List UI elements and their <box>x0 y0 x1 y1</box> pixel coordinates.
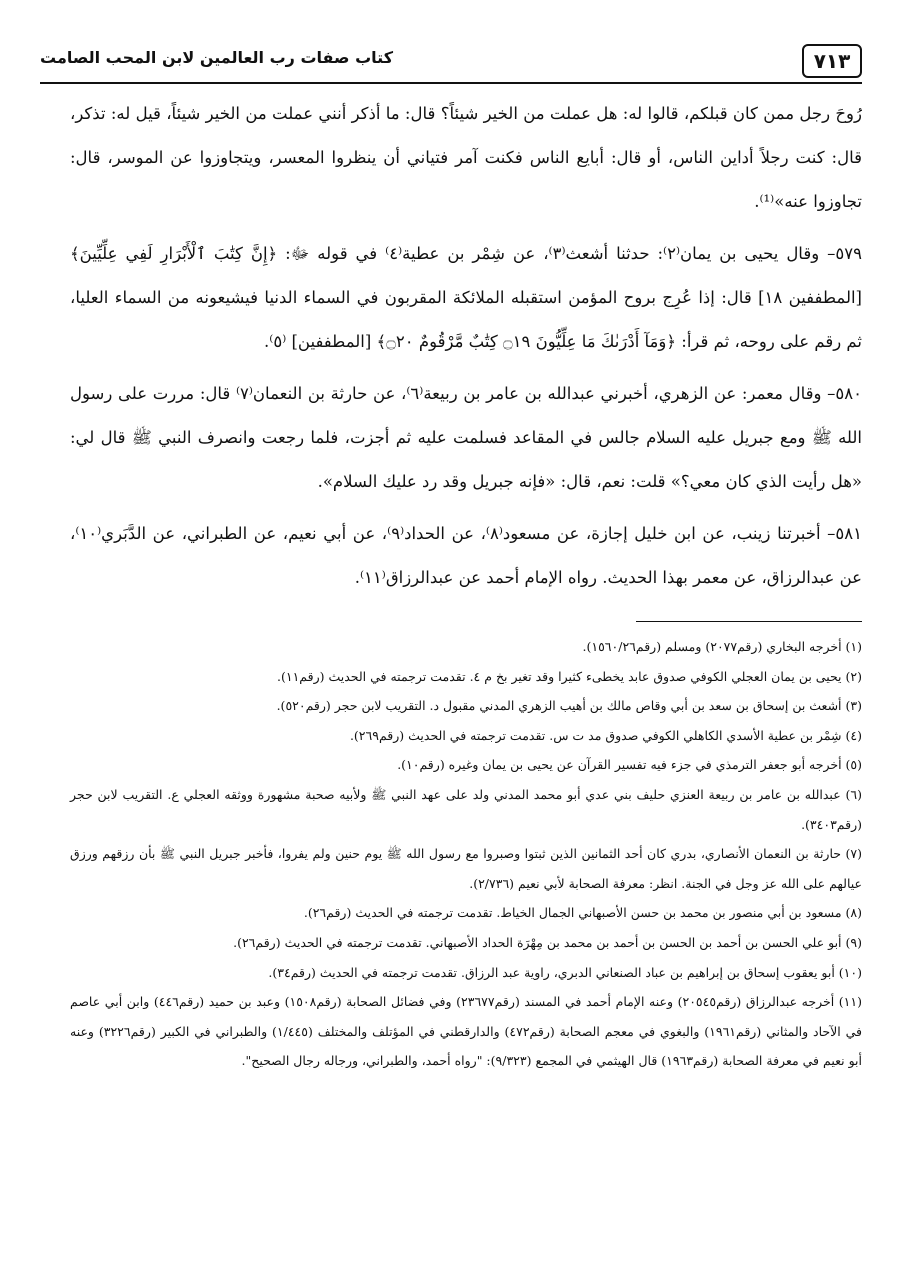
footnotes <box>70 632 862 1076</box>
book-title: كتاب صفات رب العالمين لابن المحب الصامت <box>40 48 394 67</box>
footnote-11: (١١) أخرجه عبدالرزاق (رقم٢٠٥٤٥) وعنه الإمام أحمد في المسند (رقم٢٣٦٧٧) وفي فضائل الصحابة (رقم١٥٠٨) وعبد بن حميد (رقم٤٤٦) وابن أبي عاصم في الآحاد والمثاني (رقم١٩٦١) والبغوي في معجم الصحابة (رقم٤٧٢) والدارقطني في المؤتلف والمختلف (١/٤٤٥) والطبراني في الكبير (رقم٣٢٢٦) وعنه أبو نعيم في معرفة الصحابة (رقم١٩٦٣) قال الهيثمي في المجمع (٩/٣٢٣): "رواه أحمد، والطبراني، ورجاله رجال الصحيح". <box>70 994 863 1069</box>
footnote-8: (٨) مسعود بن أبي منصور بن محمد بن حسن الأصبهاني الجمال الخياط. تقدمت ترجمته في الحديث (رقم٢٦). <box>303 905 862 921</box>
page-header <box>40 44 862 84</box>
page-number: ٧١٣ <box>802 44 862 78</box>
footnote-10: (١٠) أبو يعقوب إسحاق بن إبراهيم بن عباد الصنعاني الدبري، راوية عبد الرزاق. تقدمت ترجمته في الحديث (رقم٣٤). <box>268 964 862 980</box>
footnote-6: (٦) عبدالله بن عامر بن ربيعة العنزي حليف بني عدي أبو محمد المدني ولد على عهد النبي ﷺ ولأبيه صحبة مشهورة ووثقه العجلي ع. التقريب لابن حجر (رقم٣٤٠٣). <box>70 786 862 832</box>
footnote-separator <box>636 621 862 622</box>
footnote-2: (٢) يحيى بن يمان العجلي الكوفي صدوق عابد يخطىء كثيرا وقد تغير بخ م ٤. تقدمت ترجمته في الحديث (رقم١١). <box>277 668 862 684</box>
paragraph-continuation: رُوحَ رجل ممن كان قبلكم، قالوا له: هل عملت من الخير شيئاً؟ قال: ما أذكر أنني عملت من الخير شيئاً، قيل له: تذكر، قال: كنت رجلاً أداين الناس، أو قال: أبايع الناس فكنت آمر فتياني أن ينظروا المعسر، ويتجاوزوا عن الموسر، قال: تجاوزوا عنه»⁽¹⁾. <box>70 104 862 211</box>
footnote-4: (٤) شِمْر بن عطية الأسدي الكاهلي الكوفي صدوق مد ت س. تقدمت ترجمته في الحديث (رقم٢٦٩). <box>349 727 862 743</box>
footnote-3: (٣) أشعث بن إسحاق بن سعد بن أبي وقاص مالك بن أهيب الزهري المدني مقبول د. التقريب لابن حجر (رقم٥٢٠). <box>276 698 862 714</box>
hadith-580: ٥٨٠– وقال معمر: عن الزهري، أخبرني عبدالله بن عامر بن ربيعة⁽٦⁾، عن حارثة بن النعمان⁽٧⁾ قال: مررت على رسول الله ﷺ ومع جبريل عليه السلام جالس في المقاعد فسلمت عليه ثم أجزت، فلما رجعت وانصرف النبي ﷺ قال لي: «هل رأيت الذي كان معي؟» قلت: نعم، قال: «فإنه جبريل وقد رد عليك السلام». <box>70 384 862 491</box>
footnote-5: (٥) أخرجه أبو جعفر الترمذي في جزء فيه تفسير القرآن عن يحيى بن يمان وغيره (رقم١٠). <box>397 757 862 773</box>
footnote-1: (١) أخرجه البخاري (رقم٢٠٧٧) ومسلم (رقم١٥٦٠/٢٦). <box>582 639 862 654</box>
main-text <box>70 92 862 608</box>
footnote-9: (٩) أبو علي الحسن بن أحمد بن الحسن بن أحمد بن محمد بن مِهْرَة الحداد الأصبهاني. تقدمت ترجمته في الحديث (رقم٢٦). <box>233 934 862 950</box>
footnote-7: (٧) حارثة بن النعمان الأنصاري، بدري كان أحد الثمانين الذين ثبتوا وصبروا مع رسول الله ﷺ يوم حنين ولم يفروا، فأخبر جبريل النبي ﷺ بأن رزقهم ورزق عيالهم على الله عز وجل في الجنة. انظر: معرفة الصحابة لأبي نعيم (٢/٧٣٦). <box>70 846 862 891</box>
hadith-581: ٥٨١– أخبرتنا زينب، عن ابن خليل إجازة، عن مسعود⁽٨⁾، عن الحداد⁽٩⁾، عن أبي نعيم، عن الطبراني، عن الدَّبَري⁽١٠⁾، عن عبدالرزاق، عن معمر بهذا الحديث. رواه الإمام أحمد عن عبدالرزاق⁽١١⁾. <box>70 524 862 587</box>
hadith-579: ٥٧٩– وقال يحيى بن يمان⁽٢⁾: حدثنا أشعث⁽٣⁾، عن شِمْر بن عطية⁽٤⁾ في قوله ﷻ: ﴿إِنَّ كِتَٰبَ ٱلْأَبْرَارِ لَفِي عِلِّيِّينَ﴾ [المطففين ١٨] قال: إذا عُرِج بروح المؤمن استقبله الملائكة المقربون في السماء الدنيا فيشيعونه من السماء العليا، ثم رقم على روحه، ثم قرأ: ﴿وَمَآ أَدْرَىٰكَ مَا عِلِّيُّونَ ۝١٩ كِتَٰبٌ مَّرْقُومٌ ۝٢٠﴾ [المطففين] ⁽٥⁾. <box>70 244 862 351</box>
